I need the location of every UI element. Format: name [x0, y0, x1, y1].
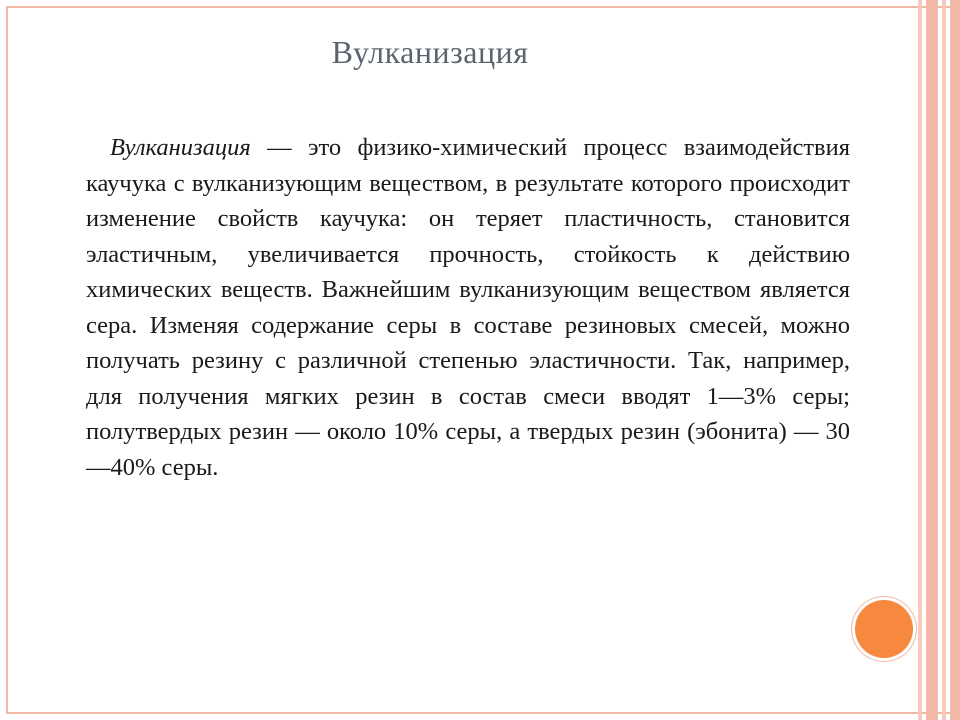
decor-stripe: [926, 0, 938, 720]
decor-stripe: [950, 0, 960, 720]
body-term: Вулканизация: [110, 134, 251, 161]
slide-title: Вулканизация: [331, 34, 529, 70]
decor-circle: [855, 600, 913, 658]
decor-stripe: [918, 0, 922, 720]
body-paragraph: [86, 130, 850, 485]
body-text: — это физико-химический процесс взаимодействия каучука с вулканизующим веществом, в результате которого происходит изменение свойств каучука: он теряет пластичность, становится эластичным, увеличивается прочность, стойкость к действию химических веществ. Важнейшим вулканизующим веществом является сера. Изменяя содержание серы в составе резиновых смесей, можно получать резину с различной степенью эластичности. Так, например, для получения мягких резин в состав смеси вводят 1—3% серы; полутвердых резин — около 10% серы, а твердых резин (эбонита) — 30—40% серы.: [86, 134, 850, 481]
decor-stripe: [942, 0, 946, 720]
